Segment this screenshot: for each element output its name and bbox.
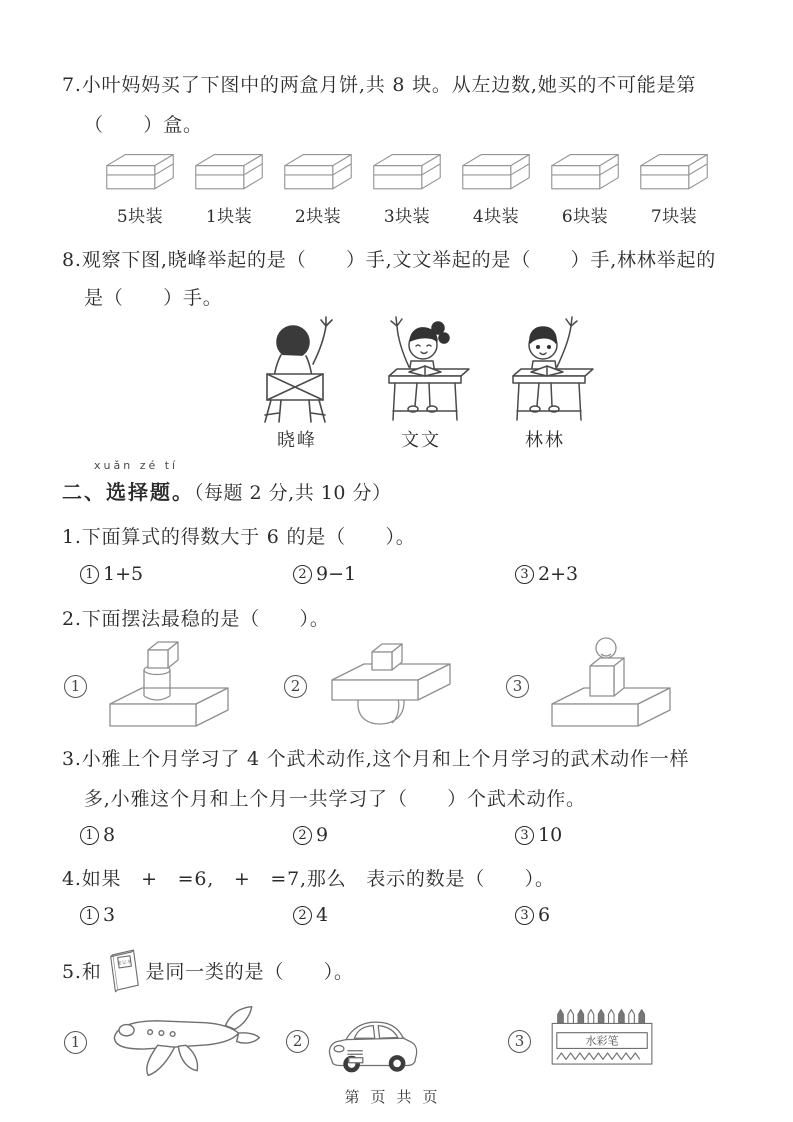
- circled-number-icon: 1: [64, 675, 87, 698]
- question-8-text-line2: 是（ ）手。: [84, 287, 223, 309]
- page-footer: 第页共页: [344, 1088, 449, 1106]
- circled-number-icon: 3: [515, 826, 534, 845]
- mooncake-box-item: [97, 150, 183, 227]
- mooncake-box-item: [453, 150, 539, 227]
- option-3: [515, 563, 578, 585]
- circled-number-icon: 3: [515, 906, 534, 925]
- section-2-heading: [62, 476, 391, 505]
- mooncake-boxes-row: [97, 150, 717, 227]
- question-5-prefix: 5.和: [62, 960, 102, 983]
- pen-box-label: 水彩笔: [585, 1034, 619, 1048]
- mooncake-box-item: [631, 150, 717, 227]
- question-1-text: 1.下面算式的得数大于 6 的是（ ）。: [62, 526, 416, 548]
- question-8-text-line1: 8.观察下图,晓峰举起的是（ ）手,文文举起的是（ ）手,林林举起的: [62, 249, 717, 271]
- mooncake-box-item: [364, 150, 450, 227]
- q5-option-airplane: [64, 1002, 271, 1082]
- option-2: [293, 824, 328, 846]
- stack-cuboid-cylinder-cube-icon: [96, 636, 246, 736]
- question-3-text-line1: 3.小雅上个月学习了 4 个武术动作,这个月和上个月学习的武术动作一样: [62, 748, 690, 770]
- question-5-text: [62, 942, 354, 998]
- option-text: 4: [316, 904, 329, 926]
- option-text: 6: [538, 904, 551, 926]
- circled-number-icon: 2: [284, 675, 307, 698]
- circled-number-icon: 2: [293, 565, 312, 584]
- option-text: 2+3: [538, 563, 579, 585]
- box-label: 5块装: [116, 207, 164, 227]
- mooncake-box-icon: [545, 150, 625, 198]
- box-label: 6块装: [561, 207, 609, 227]
- option-1: [80, 904, 115, 926]
- option-3: [515, 904, 550, 926]
- option-text: 3: [103, 904, 116, 926]
- question-7-text-line1: 7.小叶妈妈买了下图中的两盒月饼,共 8 块。从左边数,她买的不可能是第: [62, 74, 697, 96]
- mooncake-box-item: [542, 150, 628, 227]
- option-text: 10: [538, 824, 563, 846]
- option-2: [293, 904, 328, 926]
- mooncake-box-icon: [189, 150, 269, 198]
- circled-number-icon: 1: [80, 565, 99, 584]
- watercolor-pen-box-icon: [540, 1005, 665, 1077]
- notebook-icon: [105, 944, 143, 996]
- circled-number-icon: 3: [508, 1030, 531, 1053]
- student-back-raising-hand-icon: [245, 312, 350, 424]
- stack-arrangement-2: [284, 636, 466, 736]
- option-2: [293, 563, 356, 585]
- option-1: [80, 824, 115, 846]
- mooncake-box-icon: [456, 150, 536, 198]
- circled-number-icon: 1: [80, 826, 99, 845]
- stack-arrangement-1: [64, 636, 246, 736]
- student-name: 文文: [401, 430, 441, 451]
- mooncake-box-icon: [634, 150, 714, 198]
- option-text: 8: [103, 824, 116, 846]
- option-1: [80, 563, 143, 585]
- question-7-text-line2: （ ）盒。: [84, 114, 203, 136]
- circled-number-icon: 1: [80, 906, 99, 925]
- boy-raising-hand-icon: [493, 312, 598, 424]
- box-label: 1块装: [205, 207, 253, 227]
- q5-option-car: [286, 1002, 423, 1080]
- box-label: 4块装: [472, 207, 520, 227]
- car-icon: [318, 1002, 423, 1080]
- question-4-text: 4.如果 + =6, + =7,那么 表示的数是（ ）。: [62, 868, 555, 890]
- stack-arrangement-3: [506, 636, 688, 736]
- pinyin-annotation: xuǎn zé tí: [94, 459, 179, 472]
- mooncake-box-item: [275, 150, 361, 227]
- option-text: 9: [316, 824, 329, 846]
- box-label: 2块装: [294, 207, 342, 227]
- stack-cuboid-cube-sphere-icon: [538, 636, 688, 736]
- box-label: 3块装: [383, 207, 431, 227]
- question-4-options: [0, 904, 793, 934]
- section-2-title: 二、选择题。: [62, 480, 194, 504]
- question-1-options: [0, 563, 793, 593]
- circled-number-icon: 3: [515, 565, 534, 584]
- section-2-score-note: （每题 2 分,共 10 分）: [194, 482, 392, 504]
- circled-number-icon: 3: [506, 675, 529, 698]
- box-label: 7块装: [650, 207, 698, 227]
- mooncake-box-icon: [278, 150, 358, 198]
- circled-number-icon: 2: [293, 826, 312, 845]
- circled-number-icon: 1: [64, 1031, 87, 1054]
- q5-option-watercolor-pens: [508, 1005, 665, 1077]
- airplane-icon: [96, 1002, 271, 1082]
- notebook-label: 笔记本: [116, 959, 133, 967]
- option-3: [515, 824, 562, 846]
- student-figure-wenwen: [367, 312, 475, 452]
- option-text: 9−1: [316, 563, 357, 585]
- circled-number-icon: 2: [293, 906, 312, 925]
- mooncake-box-icon: [367, 150, 447, 198]
- question-5-suffix: 是同一类的是（ ）。: [145, 960, 354, 983]
- students-row: [243, 312, 599, 452]
- question-3-text-line2: 多,小雅这个月和上个月一共学习了（ ）个武术动作。: [84, 788, 586, 810]
- student-figure-xiaofeng: [243, 312, 351, 452]
- stack-cylinder-under-slab-cube-icon: [316, 636, 466, 736]
- student-name: 晓峰: [277, 430, 317, 451]
- mooncake-box-item: [186, 150, 272, 227]
- mooncake-box-icon: [100, 150, 180, 198]
- option-text: 1+5: [103, 563, 144, 585]
- circled-number-icon: 2: [286, 1030, 309, 1053]
- student-figure-linlin: [491, 312, 599, 452]
- girl-raising-hand-icon: [369, 312, 474, 424]
- question-3-options: [0, 824, 793, 854]
- student-name: 林林: [525, 430, 565, 451]
- question-2-text: 2.下面摆法最稳的是（ ）。: [62, 608, 330, 630]
